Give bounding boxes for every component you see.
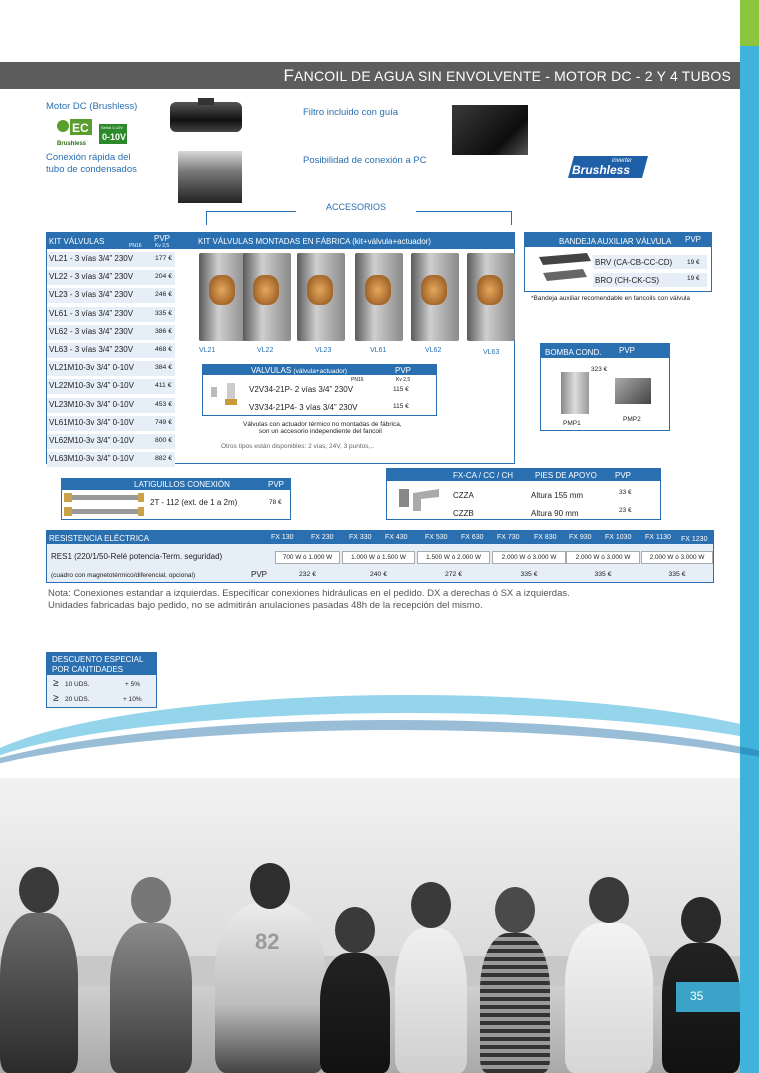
bandeja-item: BRV (CA-CB-CC-CD)	[595, 258, 673, 267]
kit-valvula-name: VL62M10-3v 3/4” 0-10V	[49, 436, 134, 445]
accent-stripe-blue	[740, 46, 759, 1073]
pies-desc: Altura 155 mm	[531, 491, 584, 500]
kit-valvula-name: VL21 - 3 vías 3/4” 230V	[49, 254, 134, 263]
resistencia-header: RESISTENCIA ELÉCTRICA	[49, 534, 150, 543]
pies-desc: Altura 90 mm	[531, 509, 579, 518]
resistencia-model: FX 230	[311, 534, 334, 541]
kit-valvulas-pn: PN16	[129, 243, 142, 249]
valvulas-pn: PN16	[351, 377, 364, 383]
descuento-symbol: ≥	[53, 693, 59, 704]
pmp2-label: PMP2	[623, 416, 641, 423]
bomba-header: BOMBA COND.	[545, 348, 602, 357]
valvulas-note-2: son un accesorio independiente del fancoil	[259, 428, 382, 435]
kit-valvula-name: VL21M10-3v 3/4” 0-10V	[49, 363, 134, 373]
kit-valvulas-header: KIT VÁLVULAS	[49, 237, 105, 246]
kit-fabrica-header: KIT VÁLVULAS MONTADAS EN FÁBRICA (kit+válvula+actuador)	[198, 237, 431, 246]
kit-label: VL61	[370, 347, 387, 354]
valve-kit-image	[355, 253, 403, 341]
kit-valvula-name: VL63M10-3v 3/4” 0-10V	[49, 454, 134, 464]
motor-image	[170, 102, 242, 132]
child-figure	[565, 923, 653, 1073]
latiguillo-item: 2T - 112 (ext. de 1 a 2m)	[150, 498, 238, 507]
pies-pvp: PVP	[615, 471, 632, 480]
valvulas-otros: Otros tipos están disponibles: 2 vías, 24V, 3 puntos,..	[221, 443, 374, 450]
kit-valvula-name: VL62 - 3 vías 3/4” 230V	[49, 326, 134, 336]
kit-valvula-name: VL23 - 3 vías 3/4” 230V	[49, 290, 134, 300]
pies-col1: FX-CA / CC / CH	[453, 471, 514, 480]
valvulas-kv: Kv 2,5	[396, 377, 411, 383]
pmp2-image	[615, 378, 651, 404]
child-figure	[320, 953, 390, 1073]
child-figure	[0, 913, 78, 1073]
inverter-brushless-logo	[568, 154, 648, 178]
valve-kit-image	[243, 253, 291, 341]
kit-valvula-price: 411 €	[155, 382, 172, 390]
kit-valvulas-pvp: PVP	[154, 234, 171, 243]
resistencia-model: FX 1230	[681, 536, 708, 543]
descuento-pct: + 5%	[125, 681, 140, 688]
feature-filtro: Filtro incluido con guía	[303, 107, 399, 118]
valvula-name: V3V34-21P4- 3 vías 3/4” 230V	[249, 403, 358, 412]
bandeja-price: 19 €	[687, 275, 700, 282]
resistencia-range: 1.500 W ó 2.000 W	[417, 551, 490, 564]
kit-valvula-price: 468 €	[155, 346, 173, 353]
resistencia-price: 240 €	[369, 571, 387, 578]
kit-valvula-price: 453 €	[155, 400, 173, 408]
kit-label: VL63	[483, 349, 500, 356]
kit-valvula-price: 204 €	[155, 273, 173, 281]
svg-text:Señal 0-10V: Señal 0-10V	[101, 125, 124, 130]
kit-valvula-name: VL61 - 3 vías 3/4” 230V	[49, 308, 134, 318]
kit-valvulas-kv: Kv 2,5	[155, 243, 170, 249]
kit-valvula-name: VL23M10-3v 3/4” 0-10V	[49, 399, 134, 409]
kit-valvula-name: VL61M10-3v 3/4” 0-10V	[49, 417, 134, 427]
accesorios-bracket	[206, 211, 512, 225]
resistencia-model: FX 630	[461, 534, 484, 541]
kit-valvula-name: VL63 - 3 vías 3/4” 230V	[49, 345, 134, 354]
svg-text:EC: EC	[72, 121, 89, 135]
accesorios-label: ACCESORIOS	[296, 202, 416, 212]
resistencia-pvp: PVP	[251, 570, 268, 579]
resistencia-price: 335 €	[668, 571, 686, 578]
resistencia-model: FX 330	[349, 534, 372, 541]
descuento-qty: 10 UDS.	[65, 681, 90, 688]
feature-pc: Posibilidad de conexión a PC	[303, 155, 427, 166]
resistencia-range: 2.000 W ó 3.000 W	[566, 551, 640, 564]
kit-valvulas-panel	[46, 232, 515, 464]
bandeja-item: BRO (CH-CK-CS)	[595, 276, 659, 285]
pies-code: CZZA	[453, 491, 474, 500]
bandeja-panel	[524, 232, 712, 292]
kit-label: VL22	[257, 347, 274, 354]
page-number-box	[676, 982, 740, 1012]
resistencia-price: 272 €	[444, 571, 462, 578]
resistencia-range: 2.000 W ó 3.000 W	[492, 551, 566, 564]
feature-conexion: Conexión rápida del tubo de condensados	[46, 152, 137, 175]
bomba-price: 323 €	[591, 366, 608, 373]
kit-valvula-price: 177 €	[155, 255, 173, 262]
valve-kit-image	[199, 253, 247, 341]
descuento-header-2: POR CANTIDADES	[52, 665, 124, 674]
feature-motor: Motor DC (Brushless)	[46, 101, 138, 112]
ec-brushless-logo	[55, 118, 127, 148]
kit-valvula-price: 882 €	[155, 455, 173, 463]
descuento-panel	[46, 652, 157, 708]
resistencia-model: FX 830	[534, 534, 557, 541]
resistencia-model: FX 430	[385, 534, 408, 541]
latiguillos-header: LATIGUILLOS CONEXIÓN	[134, 480, 230, 489]
valvula-price: 115 €	[393, 386, 409, 393]
descuento-qty: 20 UDS.	[65, 696, 90, 703]
pies-price: 23 €	[619, 507, 632, 514]
valvula-price: 115 €	[393, 403, 409, 410]
latiguillos-panel	[61, 478, 291, 520]
kit-valvula-price: 384 €	[155, 364, 173, 372]
note-line-1: Nota: Conexiones estandar a izquierdas. Especificar conexiones hidráulicas en el pedido. DX a derechas ó SX a izquierdas.	[48, 588, 570, 599]
valvulas-note-1: Válvulas con actuador térmico no montadas de fábrica,	[243, 421, 402, 428]
resistencia-range: 2.000 W ó 3.000 W	[641, 551, 713, 564]
resistencia-model: FX 1030	[605, 534, 632, 541]
resistencia-model: FX 130	[271, 534, 294, 541]
valvulas-panel	[202, 364, 437, 416]
valvulas-header: VALVULAS (válvula+actuador)	[251, 366, 348, 375]
note-line-2: Unidades fabricadas bajo pedido, no se admitirán anulaciones pasadas 48h de la recepción del mismo.	[48, 600, 483, 611]
resistencia-model: FX 1130	[645, 534, 671, 541]
resistencia-price: 335 €	[520, 571, 538, 578]
pmp1-label: PMP1	[563, 420, 581, 427]
bomba-pvp: PVP	[619, 346, 636, 355]
resistencia-model: FX 930	[569, 534, 592, 541]
filter-image	[452, 105, 528, 155]
svg-text:Brushless: Brushless	[57, 141, 87, 147]
resistencia-sub: (cuadro con magnetotérmico/diferencial, opcional)	[51, 572, 196, 579]
latiguillo-price: 78 €	[269, 499, 282, 506]
kit-label: VL62	[425, 347, 442, 354]
children-photo	[0, 778, 740, 1073]
resistencia-name: RES1 (220/1/50-Relé potencia-Term. seguridad)	[51, 552, 223, 561]
latiguillo-image	[64, 492, 144, 518]
shirt-number: 82	[255, 929, 280, 954]
descuento-header-1: DESCUENTO ESPECIAL	[52, 655, 144, 664]
pies-image	[395, 485, 445, 515]
valve-icon	[207, 381, 241, 409]
valve-kit-image	[297, 253, 345, 341]
pies-price: 33 €	[619, 489, 632, 496]
valve-kit-image	[467, 253, 515, 341]
resistencia-range: 1.000 W ó 1.500 W	[342, 551, 415, 564]
kit-valvula-price: 246 €	[155, 291, 173, 299]
pmp1-image	[561, 372, 589, 414]
descuento-symbol: ≥	[53, 678, 59, 689]
page-number: 35	[690, 989, 704, 1003]
svg-text:inverter: inverter	[612, 158, 633, 164]
child-figure	[215, 903, 325, 1073]
bandeja-image	[535, 249, 593, 285]
kit-valvula-name: VL22 - 3 vías 3/4” 230V	[49, 272, 134, 282]
bandeja-price: 19 €	[687, 259, 700, 266]
kit-valvula-price: 749 €	[155, 418, 173, 426]
tube-image	[178, 151, 242, 203]
kit-valvula-price: 386 €	[155, 327, 173, 335]
valvulas-pvp: PVP	[395, 366, 412, 375]
svg-text:Brushless: Brushless	[572, 163, 631, 177]
bandeja-note: *Bandeja auxiliar recomendable en fancoils con válvula	[531, 295, 690, 302]
valvula-name: V2V34-21P- 2 vías 3/4” 230V	[249, 385, 354, 394]
bomba-panel	[540, 343, 670, 431]
resistencia-model: FX 530	[425, 534, 448, 541]
resistencia-price: 232 €	[298, 571, 316, 578]
child-figure	[110, 923, 192, 1073]
accent-stripe-green	[740, 0, 759, 46]
pies-col2: PIES DE APOYO	[535, 471, 597, 480]
pies-panel	[386, 468, 661, 520]
kit-valvula-name: VL22M10-3v 3/4” 0-10V	[49, 381, 134, 391]
resistencia-model: FX 730	[497, 534, 520, 541]
resistencia-range: 700 W ó 1.000 W	[275, 551, 340, 564]
resistencia-price: 335 €	[594, 571, 612, 578]
kit-valvula-price: 800 €	[155, 437, 173, 444]
latiguillos-pvp: PVP	[268, 480, 285, 489]
bandeja-header: BANDEJA AUXILIAR VÁLVULA	[559, 237, 672, 246]
svg-text:0-10V: 0-10V	[102, 132, 127, 142]
kit-valvula-price: 335 €	[155, 309, 173, 317]
pies-code: CZZB	[453, 509, 474, 518]
descuento-pct: + 10%	[123, 696, 142, 703]
kit-label: VL23	[315, 347, 332, 354]
child-figure	[395, 928, 467, 1073]
child-figure	[480, 933, 550, 1073]
valve-kit-image	[411, 253, 459, 341]
bandeja-pvp: PVP	[685, 235, 702, 244]
page-title: FANCOIL DE AGUA SIN ENVOLVENTE - MOTOR DC - 2 Y 4 TUBOS	[283, 66, 731, 85]
kit-label: VL21	[199, 347, 216, 354]
